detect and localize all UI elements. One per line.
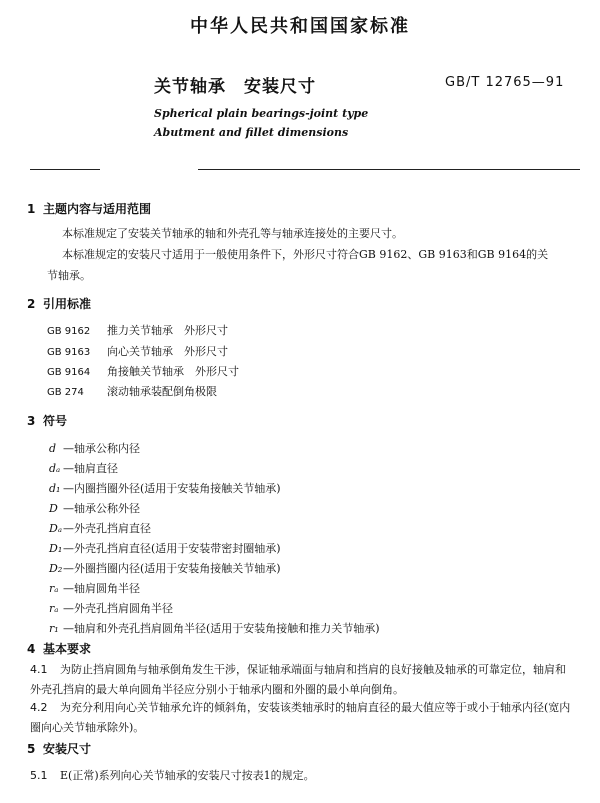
list-item: [47, 383, 217, 399]
section-3-heading: [27, 412, 67, 429]
paragraph: 本标准规定的安装尺寸适用于一般使用条件下，外形尺寸符合GB 9162、GB 9163和GB 9164的关: [62, 248, 549, 261]
symbol-description: —轴承公称外径: [63, 502, 140, 515]
standard-name: 滚动轴承装配倒角极限: [107, 385, 217, 398]
symbol-item: [49, 460, 118, 476]
section-number: 2: [27, 297, 36, 311]
section-5-heading: [27, 740, 91, 757]
clause-text: 为充分利用向心关节轴承允许的倾斜角，安装该类轴承时的轴肩直径的最大值应等于或小于轴承内径(宽内圈向心关节轴承除外)。: [30, 701, 571, 734]
symbol-item: [49, 440, 140, 456]
symbol-description: —轴肩圆角半径: [63, 582, 140, 595]
list-item: [47, 363, 239, 379]
symbol: D₁: [49, 542, 63, 555]
symbol-description: —外壳孔挡肩直径: [63, 522, 151, 535]
symbol-description: —内圈挡圈外径(适用于安装角接触关节轴承): [63, 482, 281, 495]
list-item: [47, 343, 228, 359]
symbol-item: [49, 560, 281, 576]
standard-name: 角接触关节轴承 外形尺寸: [107, 365, 239, 378]
section-number: 5: [27, 742, 36, 756]
section-title: 安装尺寸: [43, 742, 92, 756]
section-number: 3: [27, 414, 36, 428]
section-title: 引用标准: [43, 297, 92, 311]
symbol-item: [49, 520, 151, 536]
symbol-item: [49, 500, 140, 516]
clause-number: 4.1: [30, 663, 48, 676]
symbol-description: —轴肩和外壳孔挡肩圆角半径(适用于安装角接触和推力关节轴承): [63, 622, 380, 635]
standard-name: 推力关节轴承 外形尺寸: [107, 324, 228, 337]
standard-code: GB 9164: [47, 367, 91, 378]
section-title: 主题内容与适用范围: [43, 202, 152, 216]
standard-name: 向心关节轴承 外形尺寸: [107, 345, 228, 358]
symbol: D₂: [49, 562, 63, 575]
section-number: 4: [27, 642, 36, 656]
clause-number: 4.2: [30, 701, 48, 714]
section-number: 1: [27, 202, 36, 216]
symbol-description: —外壳孔挡肩直径(适用于安装带密封圈轴承): [63, 542, 281, 555]
section-4-heading: [27, 640, 91, 657]
symbol: rₐ: [49, 602, 59, 615]
symbol: d₁: [49, 482, 61, 495]
symbol: Dₐ: [49, 522, 62, 535]
divider-left: [30, 169, 100, 170]
clause: [30, 766, 575, 786]
standard-code: GB 274: [47, 387, 84, 398]
clause-text: 为防止挡肩圆角与轴承倒角发生干涉，保证轴承端面与轴肩和挡肩的良好接触及轴承的可靠定位，轴肩和外壳孔挡肩的最大单向圆角半径应分别小于轴承内圈和外圈的最小单向倒角。: [30, 663, 566, 696]
paragraph: 节轴承。: [47, 269, 91, 282]
standard-title: 关节轴承 安装尺寸: [154, 77, 316, 97]
section-2-heading: [27, 295, 91, 312]
clause: [30, 698, 575, 738]
symbol-item: [49, 620, 380, 636]
standard-code: GB 9162: [47, 326, 91, 337]
section-title: 符号: [43, 414, 68, 428]
symbol-description: —轴肩直径: [63, 462, 118, 475]
section-title: 基本要求: [43, 642, 92, 656]
list-item: [47, 322, 228, 338]
symbol: d: [49, 442, 57, 455]
symbol-description: —外壳孔挡肩圆角半径: [63, 602, 173, 615]
symbol-item: [49, 580, 140, 596]
symbol-description: —外圈挡圈内径(适用于安装角接触关节轴承): [63, 562, 281, 575]
english-title-line-2: Abutment and fillet dimensions: [154, 126, 349, 139]
clause: [30, 660, 575, 700]
document-header: 中华人民共和国国家标准: [190, 16, 410, 37]
symbol: r₁: [49, 622, 59, 635]
symbol: dₐ: [49, 462, 61, 475]
symbol-item: [49, 540, 281, 556]
symbol-item: [49, 600, 173, 616]
clause-text: E(正常)系列向心关节轴承的安装尺寸按表1的规定。: [60, 769, 315, 782]
clause-number: 5.1: [30, 769, 48, 782]
symbol-description: —轴承公称内径: [63, 442, 140, 455]
symbol-item: [49, 480, 281, 496]
symbol: rₐ: [49, 582, 59, 595]
paragraph: 本标准规定了安装关节轴承的轴和外壳孔等与轴承连接处的主要尺寸。: [62, 227, 403, 240]
english-title-line-1: Spherical plain bearings-joint type: [154, 107, 369, 120]
symbol: D: [49, 502, 58, 515]
standard-number: GB/T 12765—91: [445, 75, 565, 90]
section-1-heading: [27, 200, 151, 217]
divider-right: [198, 169, 580, 170]
standard-code: GB 9163: [47, 347, 91, 358]
